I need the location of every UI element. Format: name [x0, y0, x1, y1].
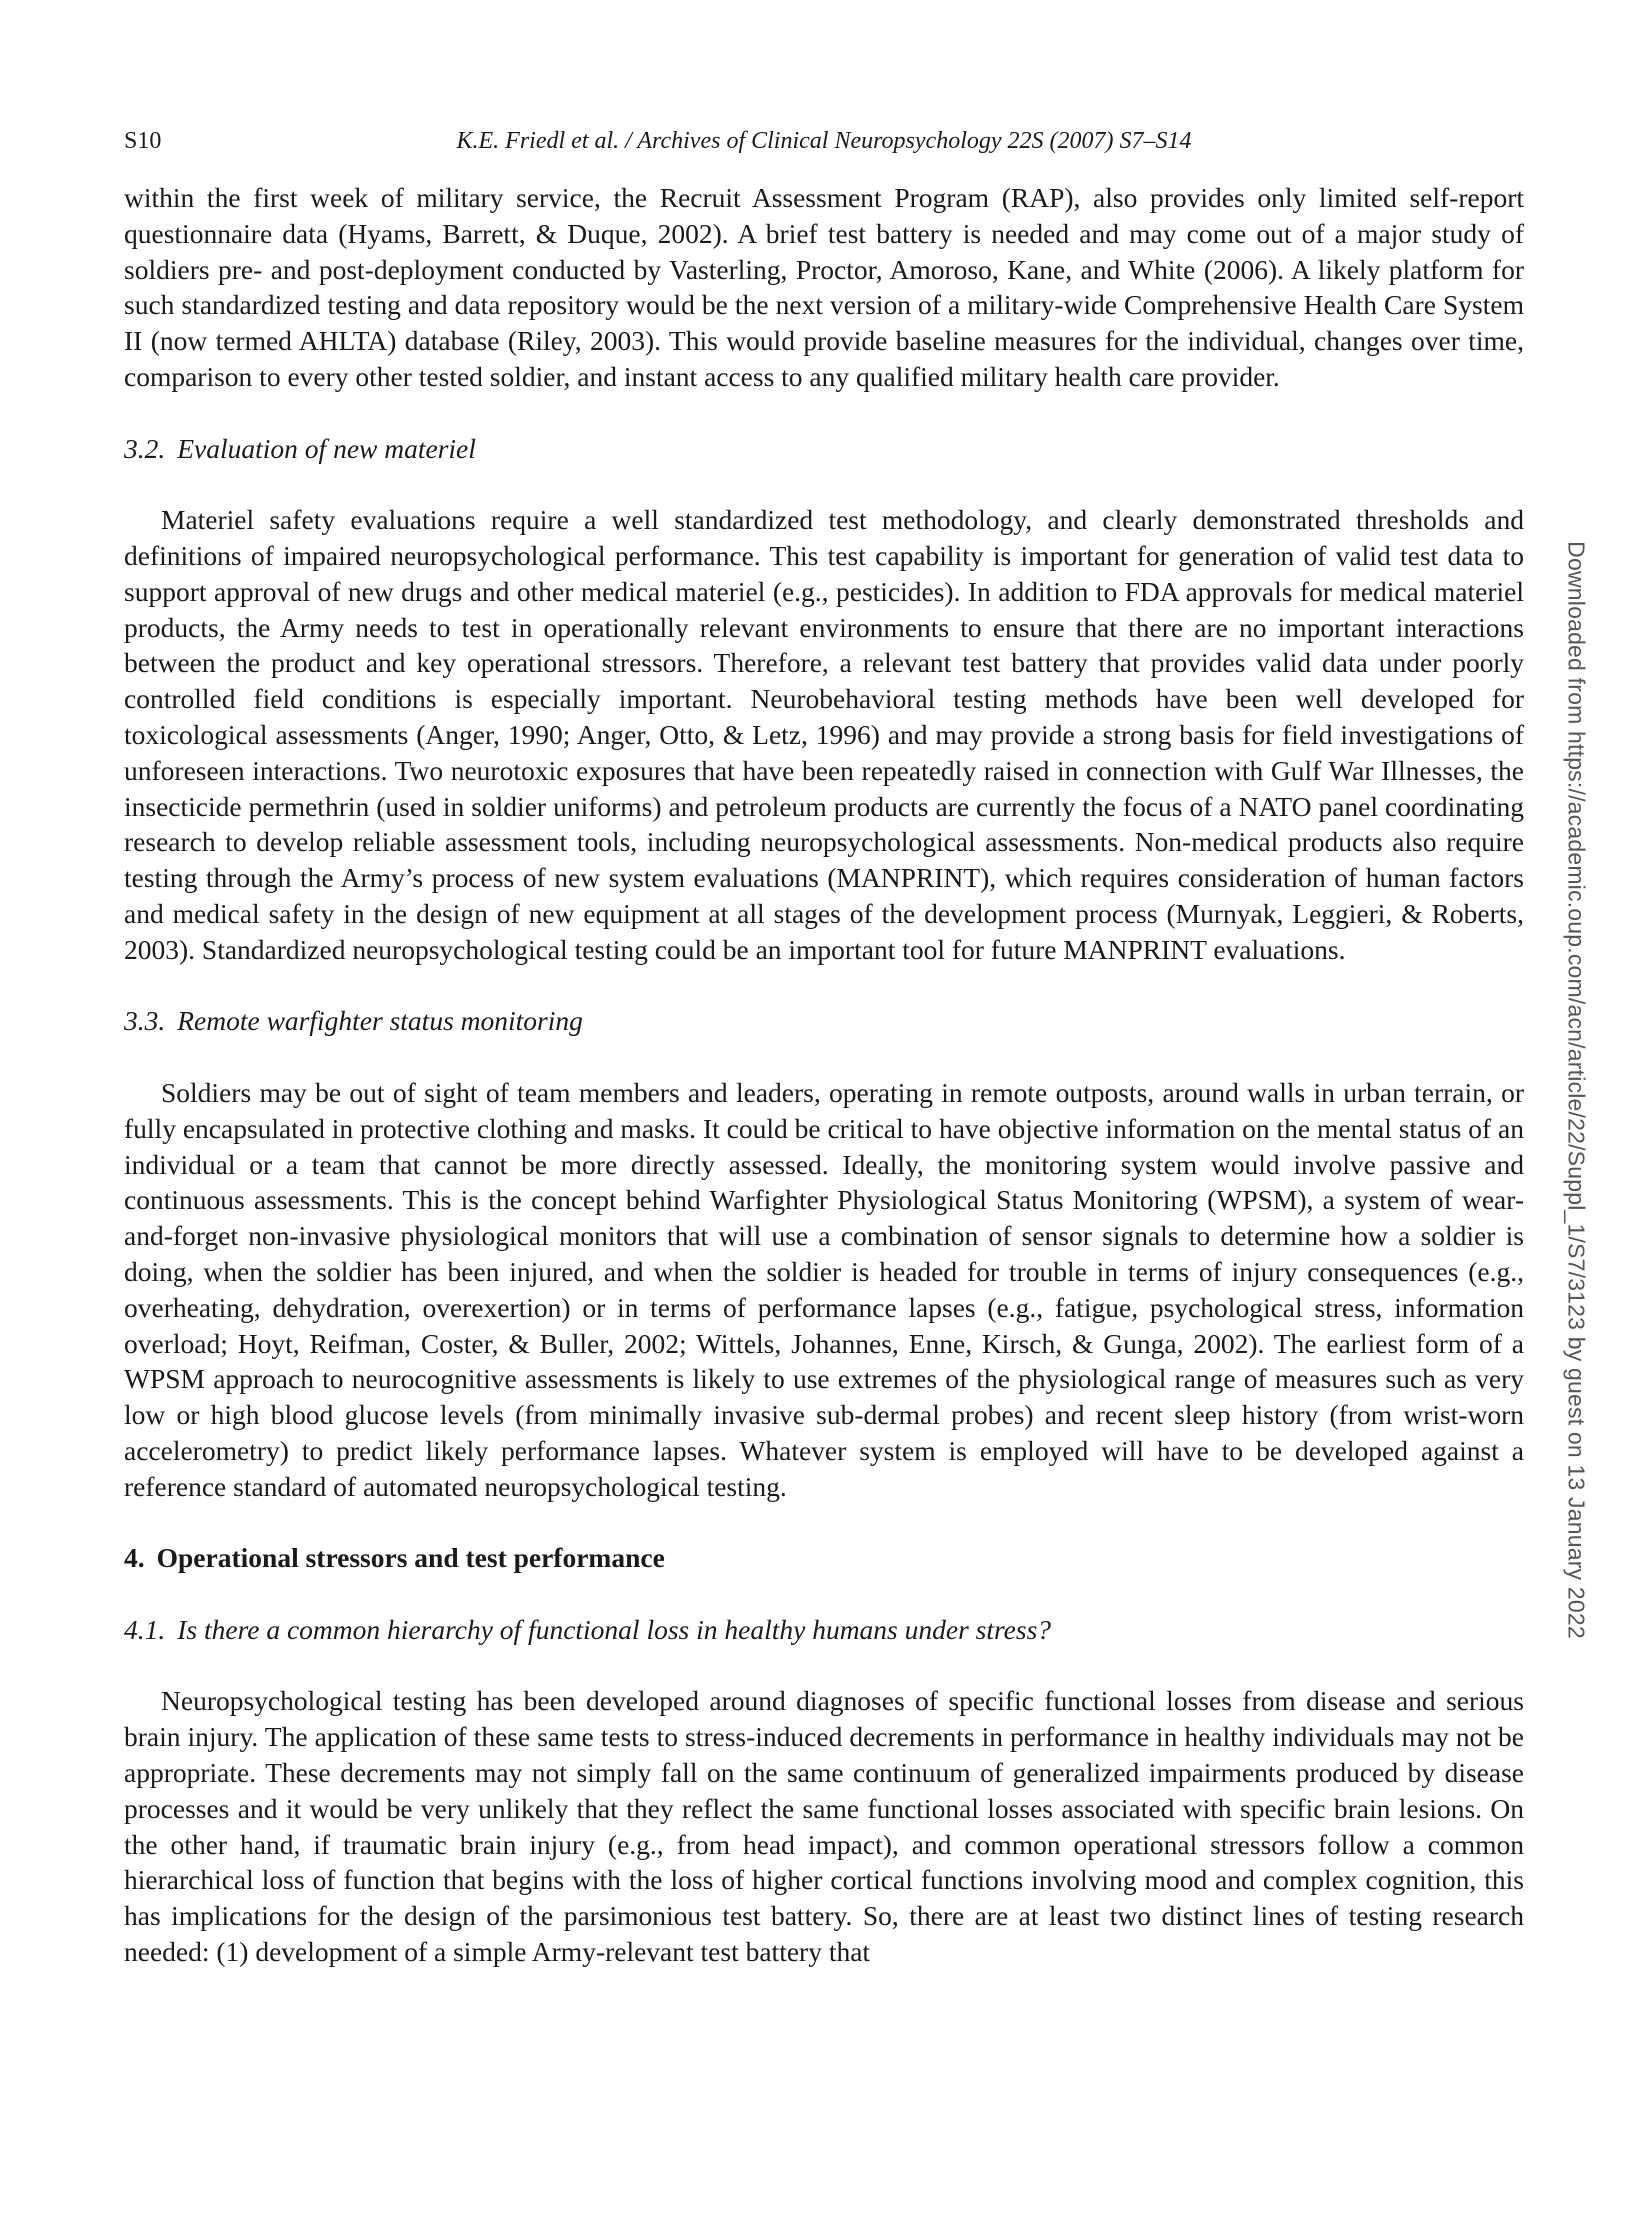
- section-4-1-heading: [124, 1612, 1524, 1648]
- continuation-paragraph: within the first week of military service, the Recruit Assessment Program (RAP), also provides only limited self-report questionnaire data (Hyams, Barrett, & Duque, 2002). A brief test battery is needed and may come out of a major study of soldiers pre- and post-deployment conducted by Vasterling, Proctor, Amoroso, Kane, and White (2006). A likely platform for such standardized testing and data repository would be the next version of a military-wide Comprehensive Health Care System II (now termed AHLTA) database (Riley, 2003). This would provide baseline measures for the individual, changes over time, comparison to every other tested soldier, and instant access to any qualified military health care provider.: [124, 182, 1524, 392]
- section-4-1-title: Is there a common hierarchy of functional loss in healthy humans under stress?: [177, 1613, 1052, 1645]
- section-3-3-heading: [124, 1003, 1524, 1039]
- section-4-title: Operational stressors and test performance: [156, 1542, 665, 1574]
- download-watermark: Downloaded from https://academic.oup.com/acn/article/22/Suppl_1/S7/3123 by guest on 13 January 2022: [1563, 541, 1590, 1639]
- section-4-1-paragraph: Neuropsychological testing has been developed around diagnoses of specific functional losses from disease and serious brain injury. The application of these same tests to stress-induced decrements in performance in healthy individuals may not be appropriate. These decrements may not simply fall on the same continuum of generalized impairments produced by disease processes and it would be very unlikely that they reflect the same functional losses associated with specific brain lesions. On the other hand, if traumatic brain injury (e.g., from head impact), and common operational stressors follow a common hierarchical loss of function that begins with the loss of higher cortical functions involving mood and complex cognition, this has implications for the design of the parsimonious test battery. So, there are at least two distinct lines of testing research needed: (1) development of a simple Army-relevant test battery that: [124, 1685, 1524, 1968]
- article-body: [124, 180, 1524, 1970]
- running-head: K.E. Friedl et al. / Archives of Clinical Neuropsychology 22S (2007) S7–S14: [456, 128, 1192, 154]
- section-3-3-number: 3.3.: [124, 1005, 166, 1037]
- section-3-3-title: Remote warfighter status monitoring: [177, 1005, 583, 1037]
- section-4-1-number: 4.1.: [124, 1613, 166, 1645]
- page-header: [124, 128, 1524, 160]
- section-4-number: 4.: [124, 1542, 145, 1574]
- section-3-3-paragraph: Soldiers may be out of sight of team members and leaders, operating in remote outposts, around walls in urban terrain, or fully encapsulated in protective clothing and masks. It could be critical to have objective information on the mental status of an individual or a team that cannot be more directly assessed. Ideally, the monitoring system would involve passive and continuous assessments. This is the concept behind Warfighter Physiological Status Monitoring (WPSM), a system of wear-and-forget non-invasive physiological monitors that will use a combination of sensor signals to determine how a soldier is doing, when the soldier has been injured, and when the soldier is headed for trouble in terms of injury consequences (e.g., overheating, dehydration, overexertion) or in terms of performance lapses (e.g., fatigue, psychological stress, information overload; Hoyt, Reifman, Coster, & Buller, 2002; Wittels, Johannes, Enne, Kirsch, & Gunga, 2002). The earliest form of a WPSM approach to neurocognitive assessments is likely to use extremes of the physiological range of measures such as very low or high blood glucose levels (from minimally invasive sub-dermal probes) and recent sleep history (from wrist-worn accelerometry) to predict likely performance lapses. Whatever system is employed will have to be developed against a reference standard of automated neuropsychological testing.: [124, 1076, 1524, 1502]
- section-3-2-heading: [124, 431, 1524, 467]
- section-3-2-number: 3.2.: [124, 432, 166, 464]
- section-3-2-title: Evaluation of new materiel: [177, 432, 476, 464]
- section-4-heading: [124, 1540, 1524, 1576]
- section-3-2-paragraph: Materiel safety evaluations require a well standardized test methodology, and clearly demonstrated thresholds and definitions of impaired neuropsychological performance. This test capability is important for generation of valid test data to support approval of new drugs and other medical materiel (e.g., pesticides). In addition to FDA approvals for medical materiel products, the Army needs to test in operationally relevant environments to ensure that there are no important interactions between the product and key operational stressors. Therefore, a relevant test battery that provides valid data under poorly controlled field conditions is especially important. Neurobehavioral testing methods have been well developed for toxicological assessments (Anger, 1990; Anger, Otto, & Letz, 1996) and may provide a strong basis for field investigations of unforeseen interactions. Two neurotoxic exposures that have been repeatedly raised in connection with Gulf War Illnesses, the insecticide permethrin (used in soldier uniforms) and petroleum products are currently the focus of a NATO panel coordinating research to develop reliable assessment tools, including neuropsychological assessments. Non-medical products also require testing through the Army’s process of new system evaluations (MANPRINT), which requires consideration of human factors and medical safety in the design of new equipment at all stages of the development process (Murnyak, Leggieri, & Roberts, 2003). Standardized neuropsychological testing could be an important tool for future MANPRINT evaluations.: [124, 504, 1524, 965]
- page-number: S10: [124, 128, 162, 154]
